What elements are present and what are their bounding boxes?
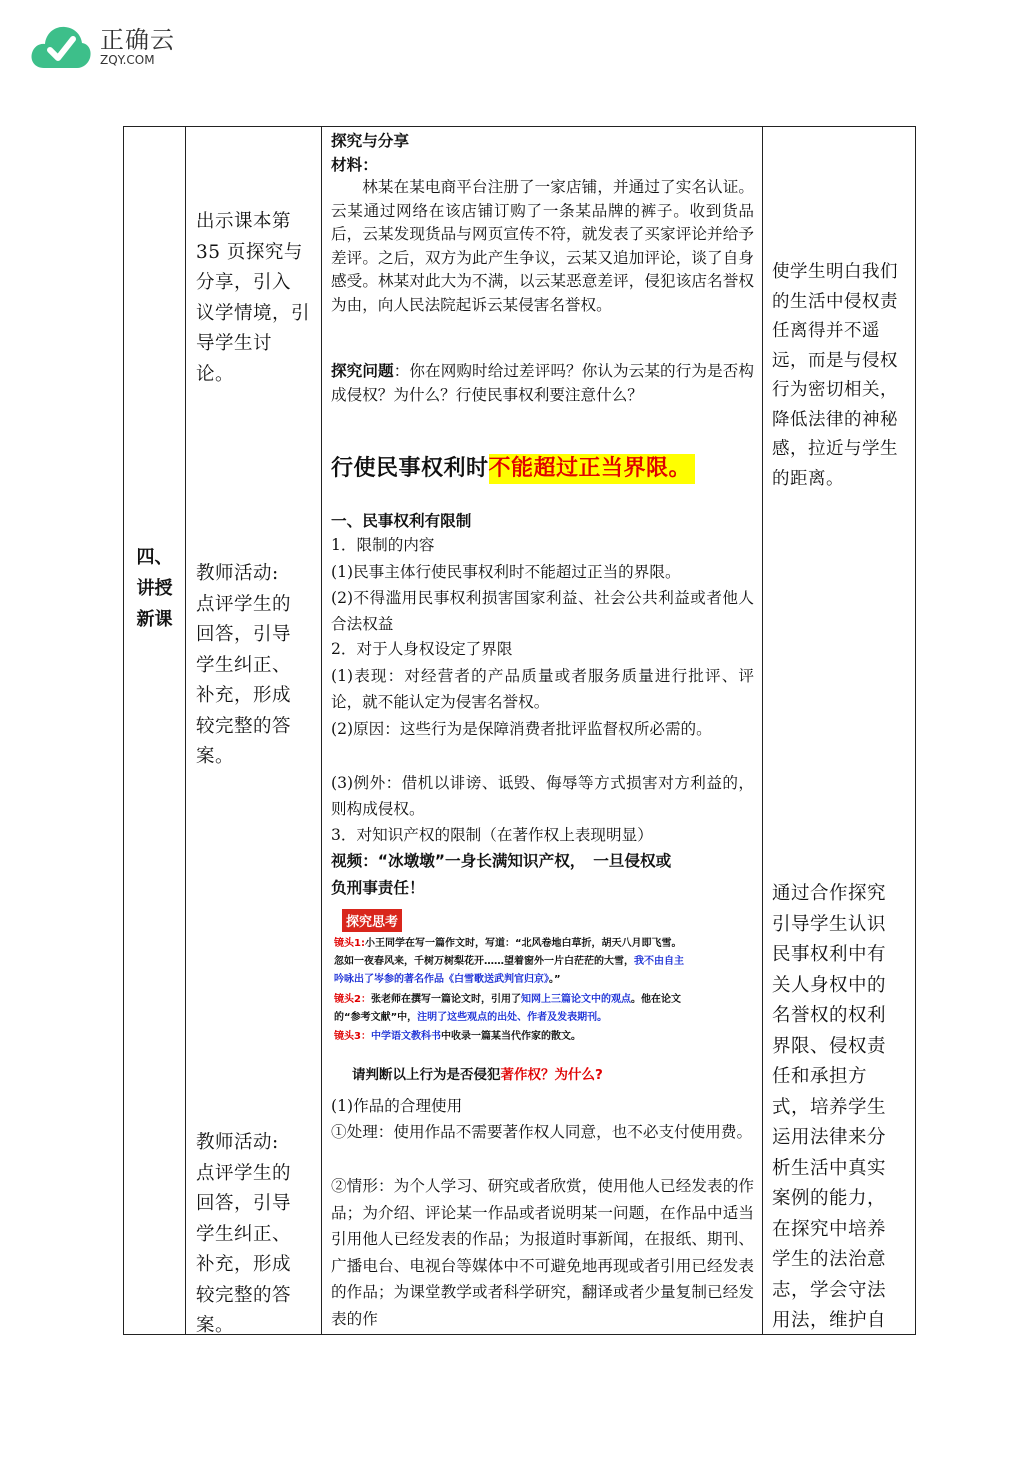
subsection-3: 3．对知识产权的限制（在著作权上表现明显） xyxy=(331,826,653,844)
stage-label: 四、 讲授 新课 xyxy=(136,547,173,630)
brand-logo xyxy=(30,22,175,72)
lesson-table xyxy=(123,126,916,1335)
lens-1-line-3: 吟咏出了岑参的著名作品《白雪歌送武判官归京》。” xyxy=(334,974,561,985)
fair-use-title: (1)作品的合理使用 xyxy=(331,1097,463,1115)
teacher-activity-2: 教师活动: 点评学生的 回答，引导 学生纠正、 补充，形成 较完整的答 案。 xyxy=(196,563,292,767)
inquiry-image xyxy=(330,901,750,1093)
teacher-activity-3: 教师活动: 点评学生的 回答，引导 学生纠正、 补充，形成 较完整的答 案。 xyxy=(196,1132,292,1336)
think-tag: 探究思考 xyxy=(342,909,402,932)
subsection-2: 2．对于人身权设定了界限 xyxy=(331,640,513,658)
design-intent-cell xyxy=(763,127,916,1335)
content-cell xyxy=(322,127,763,1335)
lens-3-line: 镜头3：中学语文教科书中收录一篇某当代作家的散文。 xyxy=(334,1031,581,1042)
fair-use-2: ②情形：为个人学习、研究或者欣赏，使用他人已经发表的作品；为介绍、评论某一作品或者说明某一问题，在作品中适当引用他人已经发表的作品；为报道时事新闻，在报纸、期刊、广播电台、电视台等媒体中不可避免地再现或者引用已经发表的作品；为课堂教学或者科学研究，翻译或者少量复制已经发表的作 xyxy=(331,1177,754,1328)
logo-title: 正确云 xyxy=(100,26,175,54)
lens-2-line-1: 镜头2：张老师在撰写一篇论文时，引用了知网上三篇论文中的观点。他在论文 xyxy=(334,994,681,1005)
section-heading: 探究与分享 xyxy=(331,132,409,150)
logo-domain: ZQY.COM xyxy=(100,53,155,67)
material-text: 林某在某电商平台注册了一家店铺，并通过了实名认证。云某通过网络在该店铺订购了一条某品牌的裤子。收到货品后，云某发现货品与网页宣传不符，就发表了买家评论并给予差评。之后，双方为此产生争议，云某又追加评论，谈了自身感受。林某对此大为不满，以云某恶意差评，侵犯该店名誉权为由，向人民法院起诉云某侵害名誉权。 xyxy=(331,178,754,314)
video-line-2: 负刑事责任！ xyxy=(331,879,425,897)
lens-1-line-1: 镜头1:小王同学在写一篇作文时，写道：“北风卷地白草折，胡天八月即飞雪。 xyxy=(334,938,682,949)
inquiry-question: 请判断以上行为是否侵犯著作权？为什么? xyxy=(352,1067,603,1083)
key-point-banner: 行使民事权利时不能超过正当界限。 xyxy=(331,451,695,482)
point-1b: (2)不得滥用民事权利损害国家利益、社会公共利益或者他人合法权益 xyxy=(331,589,754,633)
teacher-activity-1: 出示课本第 35 页探究与 分享，引入 议学情境，引 导学生讨 论。 xyxy=(196,211,311,385)
cloud-check-icon xyxy=(30,22,92,72)
point-1a: (1)民事主体行使民事权利时不能超过正当的界限。 xyxy=(331,563,681,581)
stage-cell xyxy=(124,127,186,1335)
subsection-1: 1．限制的内容 xyxy=(331,536,435,554)
section-1-title: 一、民事权利有限制 xyxy=(331,512,472,530)
question-text: 探究问题：你在网购时给过差评吗？你认为云某的行为是否构成侵权？为什么？行使民事权利要注意什么？ xyxy=(331,362,754,404)
design-intent-1: 使学生明白我们 的生活中侵权责 任离得并不遥 远，而是与侵权 行为密切相关， 降低法律的神秘 感，拉近与学生 的距离。 xyxy=(772,262,898,489)
design-intent-2: 通过合作探究 引导学生认识 民事权利中有 关人身权中的 名誉权的权利 界限、侵权责 任和承担方 式，培养学生 运用法律来分 析生活中真实 案例的能力， 在探究中培养 学生的法治意 志，学会守法 用法，维护自 xyxy=(772,883,887,1331)
fair-use-1: ①处理：使用作品不需要著作权人同意，也不必支付使用费。 xyxy=(331,1123,753,1141)
lens-1-line-2: 忽如一夜春风来，千树万树梨花开……望着窗外一片白茫茫的大雪，我不由自主 xyxy=(334,956,684,967)
material-label: 材料： xyxy=(331,156,378,174)
point-2c: (3)例外：借机以诽谤、诋毁、侮辱等方式损害对方利益的，则构成侵权。 xyxy=(331,774,754,818)
point-2b: (2)原因：这些行为是保障消费者批评监督权所必需的。 xyxy=(331,720,712,738)
point-2a: (1)表现：对经营者的产品质量或者服务质量进行批评、评论，就不能认定为侵害名誉权。 xyxy=(331,667,754,711)
lens-2-line-2: 的“参考文献”中，注明了这些观点的出处、作者及发表期刊。 xyxy=(334,1012,608,1023)
video-line-1: 视频：“冰墩墩”一身长满知识产权， 一旦侵权或 xyxy=(331,852,672,870)
teacher-activity-cell xyxy=(186,127,322,1335)
